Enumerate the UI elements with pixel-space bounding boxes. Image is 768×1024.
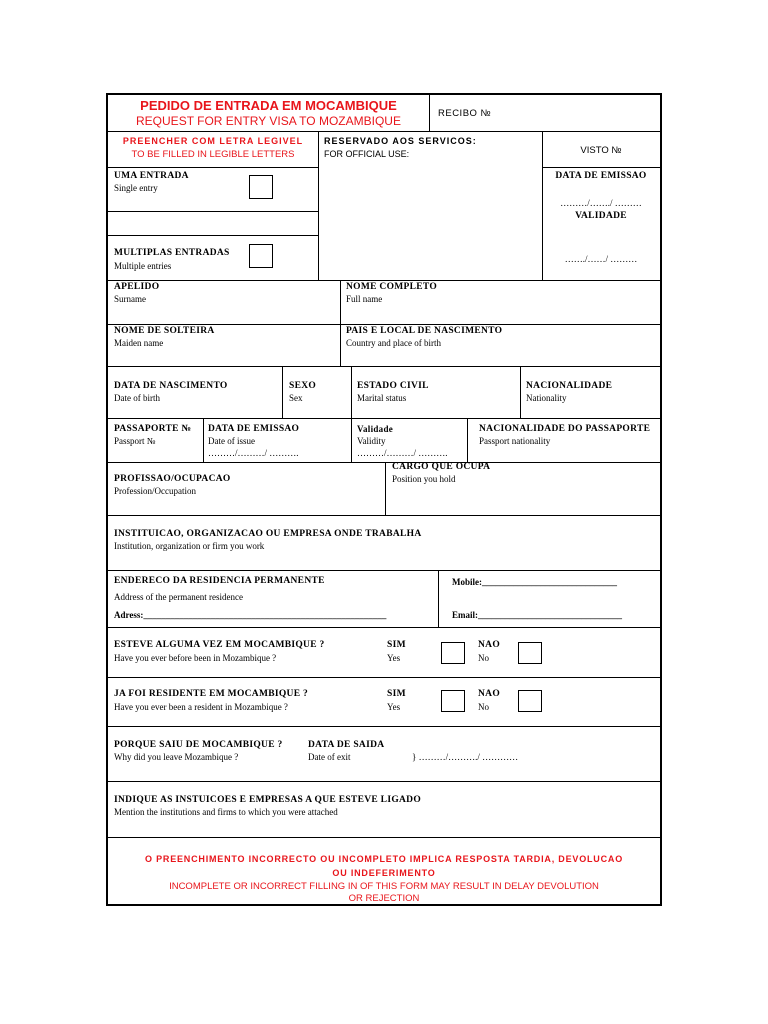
- recibo-label: RECIBO №: [438, 108, 492, 119]
- full-name-sublabel: Full name: [346, 294, 383, 304]
- marital-sublabel: Marital status: [357, 393, 407, 403]
- official-validade-field[interactable]: ……./……/ ………: [564, 254, 638, 264]
- q1-sublabel: Have you ever before been in Mozambique ?: [114, 653, 277, 663]
- date-birth-sublabel: Date of birth: [114, 393, 160, 403]
- multiple-entries-sublabel: Multiple entries: [114, 261, 172, 271]
- form-title-en: REQUEST FOR ENTRY VISA TO MOZAMBIQUE: [136, 114, 401, 128]
- country-birth-sublabel: Country and place of birth: [346, 338, 441, 348]
- validade-label: Validade: [357, 424, 394, 434]
- instructions-en: TO BE FILLED IN LEGIBLE LETTERS: [131, 149, 295, 160]
- surname-sublabel: Surname: [114, 294, 146, 304]
- official-validade-label: VALIDADE: [575, 211, 627, 221]
- q1-label: ESTEVE ALGUMA VEZ EM MOCAMBIQUE ?: [114, 640, 325, 650]
- maiden-name-sublabel: Maiden name: [114, 338, 164, 348]
- instituicao-label: INSTITUICAO, ORGANIZACAO OU EMPRESA ONDE TRABALHA: [114, 529, 422, 539]
- q4-sublabel: Mention the institutions and firms to which you were attached: [114, 807, 338, 817]
- instructions-pt: PREENCHER COM LETRA LEGIVEL: [122, 136, 304, 146]
- q3-label: PORQUE SAIU DE MOCAMBIQUE ?: [114, 740, 283, 750]
- q2-no-sublabel: No: [478, 702, 489, 712]
- apelido-label: APELIDO: [114, 282, 160, 292]
- q1-sim-label: SIM: [387, 640, 406, 650]
- profession-sublabel: Profession/Occupation: [114, 486, 196, 496]
- validade-field[interactable]: ………/………/ ……….: [357, 448, 448, 458]
- footer-warning-en-2: OR REJECTION: [348, 893, 420, 904]
- sexo-label: SEXO: [289, 381, 317, 391]
- nome-completo-label: NOME COMPLETO: [346, 282, 438, 292]
- mobile-field[interactable]: Mobile:______________________________: [452, 577, 617, 587]
- institution-sublabel: Institution, organization or firm you work: [114, 541, 265, 551]
- q2-yes-sublabel: Yes: [387, 702, 401, 712]
- sex-sublabel: Sex: [289, 393, 303, 403]
- q1-yes-sublabel: Yes: [387, 653, 401, 663]
- date-exit-sublabel: Date of exit: [308, 752, 351, 762]
- date-issue-sublabel: Date of issue: [208, 436, 255, 446]
- visa-form: [106, 93, 662, 906]
- single-entry-sublabel: Single entry: [114, 183, 158, 193]
- official-use-label-en: FOR OFFICIAL USE:: [324, 149, 410, 159]
- q2-label: JA FOI RESIDENTE EM MOCAMBIQUE ?: [114, 689, 309, 699]
- cargo-label: CARGO QUE OCUPA: [392, 462, 491, 472]
- single-entry-label: UMA ENTRADA: [114, 171, 189, 181]
- estado-civil-label: ESTADO CIVIL: [357, 381, 429, 391]
- q1-yes-checkbox[interactable]: [441, 642, 465, 664]
- footer-warning-pt-2: OU INDEFERIMENTO: [332, 868, 436, 878]
- single-entry-checkbox[interactable]: [249, 175, 273, 199]
- q1-no-checkbox[interactable]: [518, 642, 542, 664]
- nationality-sublabel: Nationality: [526, 393, 567, 403]
- adress-field[interactable]: Adress:______________________________________________________: [114, 610, 387, 620]
- visto-label: VISTO №: [580, 145, 622, 156]
- official-data-emissao-field[interactable]: ………/……./ ………: [560, 198, 642, 208]
- q4-label: INDIQUE AS INSTUICOES E EMPRESAS A QUE ESTEVE LIGADO: [114, 795, 422, 805]
- address-perm-sublabel: Address of the permanent residence: [114, 592, 243, 602]
- q3-sublabel: Why did you leave Mozambique ?: [114, 752, 239, 762]
- multiple-entries-checkbox[interactable]: [249, 244, 273, 268]
- pais-nascimento-label: PAIS E LOCAL DE NASCIMENTO: [346, 326, 503, 336]
- nac-passaporte-label: NACIONALIDADE DO PASSAPORTE: [479, 424, 651, 434]
- position-sublabel: Position you hold: [392, 474, 456, 484]
- q2-sim-label: SIM: [387, 689, 406, 699]
- q2-nao-label: NAO: [478, 689, 501, 699]
- nacionalidade-label: NACIONALIDADE: [526, 381, 613, 391]
- exit-date-field[interactable]: } ………/………./ …………: [412, 752, 519, 762]
- q2-no-checkbox[interactable]: [518, 690, 542, 712]
- official-data-emissao-label: DATA DE EMISSAO: [555, 171, 647, 181]
- form-title-pt: PEDIDO DE ENTRADA EM MOCAMBIQUE: [140, 98, 397, 113]
- passport-no-sublabel: Passport №: [114, 436, 156, 446]
- footer-warning-en-1: INCOMPLETE OR INCORRECT FILLING IN OF THIS FORM MAY RESULT IN DELAY DEVOLUTION: [169, 881, 599, 892]
- data-saida-label: DATA DE SAIDA: [308, 740, 385, 750]
- multiple-entries-label: MULTIPLAS ENTRADAS: [114, 248, 230, 258]
- passport-nat-sublabel: Passport nationality: [479, 436, 551, 446]
- q2-yes-checkbox[interactable]: [441, 690, 465, 712]
- pass-data-emissao-field[interactable]: ………/………/ ……….: [208, 448, 299, 458]
- passaporte-label: PASSAPORTE №: [114, 424, 192, 434]
- pass-data-emissao-label: DATA DE EMISSAO: [208, 424, 300, 434]
- nome-solteira-label: NOME DE SOLTEIRA: [114, 326, 215, 336]
- footer-warning-pt-1: O PREENCHIMENTO INCORRECTO OU INCOMPLETO IMPLICA RESPOSTA TARDIA, DEVOLUCAO: [144, 854, 624, 864]
- endereco-label: ENDERECO DA RESIDENCIA PERMANENTE: [114, 576, 325, 586]
- q1-no-sublabel: No: [478, 653, 489, 663]
- data-nascimento-label: DATA DE NASCIMENTO: [114, 381, 228, 391]
- q2-sublabel: Have you ever been a resident in Mozambique ?: [114, 702, 288, 712]
- validity-sublabel: Validity: [357, 436, 386, 446]
- q1-nao-label: NAO: [478, 640, 501, 650]
- email-field[interactable]: Email:________________________________: [452, 610, 622, 620]
- official-use-label: RESERVADO AOS SERVICOS:: [324, 136, 477, 146]
- profissao-label: PROFISSAO/OCUPACAO: [114, 474, 231, 484]
